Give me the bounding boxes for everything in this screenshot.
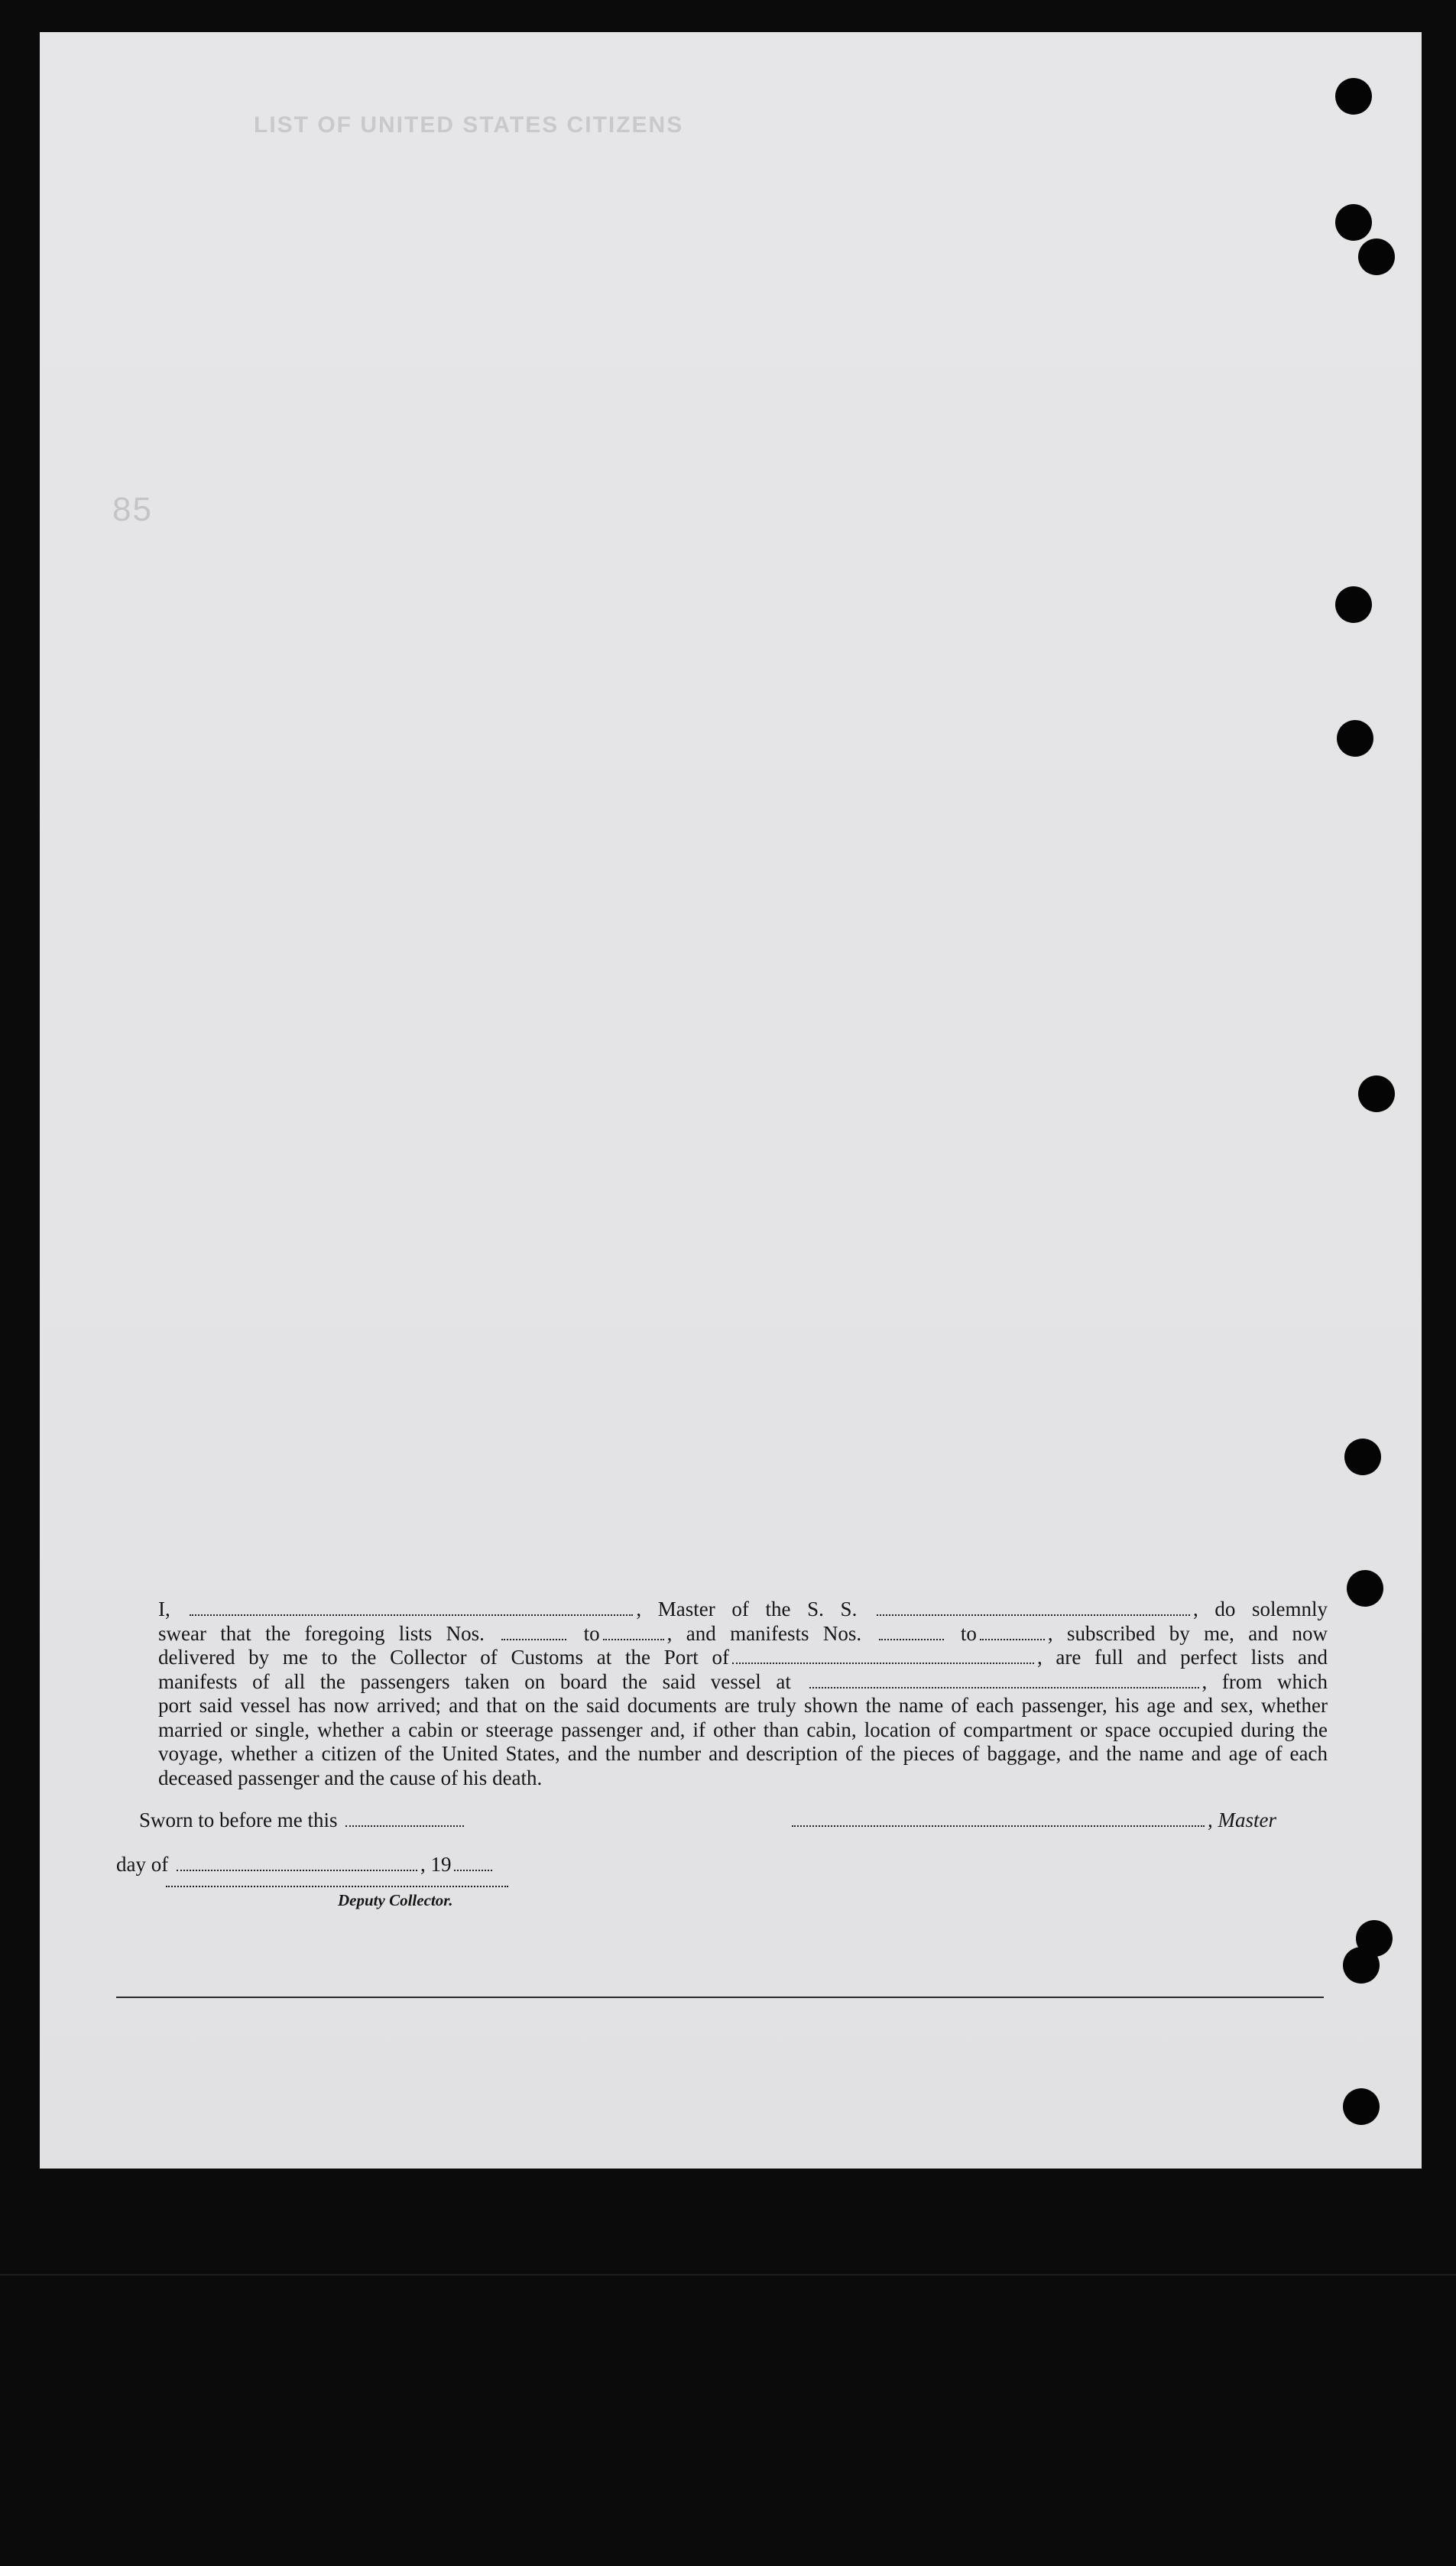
blank-list-from <box>501 1636 566 1640</box>
blank-sworn-day <box>345 1822 464 1827</box>
oath-text: I, <box>158 1598 170 1620</box>
scanner-edge-line <box>0 2274 1456 2276</box>
date-line <box>116 1853 495 1877</box>
oath-line-1 <box>158 1598 1328 1622</box>
sworn-label: Sworn to before me this <box>139 1809 338 1831</box>
blank-year <box>454 1867 492 1871</box>
binder-hole <box>1337 720 1373 757</box>
oath-text: , and manifests Nos. <box>666 1621 862 1645</box>
binder-hole <box>1335 586 1372 623</box>
oath-text: manifests of all the passengers taken on board the said vessel at <box>158 1669 791 1693</box>
oath-text: swear that the foregoing lists Nos. <box>158 1621 485 1645</box>
blank-master-signature <box>792 1822 1205 1827</box>
oath-text: delivered by me to the Collector of Customs at the Port of <box>158 1646 729 1669</box>
sworn-line <box>139 1809 467 1832</box>
blank-month <box>177 1867 417 1871</box>
blank-ship-name <box>877 1611 1190 1616</box>
oath-text: , Master of the S. S. <box>636 1598 858 1620</box>
oath-text: , are full and perfect lists and <box>1036 1646 1328 1669</box>
oath-body: port said vessel has now arrived; and that on the said documents are truly shown the name of each passenger, his age and sex, whether married or single, whether a cabin or steerage passenger and, if other than cabin, location of compartment or space occupied during the voyage, whether a citizen of the United States, and the number and description of the pieces of baggage, and the name and age of each deceased passenger and the cause of his death. <box>158 1694 1328 1789</box>
margin-page-number: 85 <box>112 491 153 528</box>
blank-master-name <box>190 1611 633 1616</box>
binder-hole <box>1358 1075 1395 1112</box>
master-oath-paragraph <box>158 1598 1328 1790</box>
day-of-label: day of <box>116 1853 169 1876</box>
binder-hole <box>1347 1570 1383 1607</box>
blank-manifest-to <box>980 1636 1045 1640</box>
oath-line-4 <box>158 1670 1328 1695</box>
binder-hole <box>1335 78 1372 115</box>
blank-departure-port <box>809 1684 1199 1688</box>
oath-text: , do solemnly <box>1192 1598 1328 1620</box>
binder-hole <box>1358 238 1395 275</box>
oath-text: , subscribed by me, and now <box>1047 1621 1328 1645</box>
bottom-divider <box>116 1997 1324 1998</box>
oath-line-3 <box>158 1646 1328 1670</box>
header-bleed-through: LIST OF UNITED STATES CITIZENS <box>254 112 684 138</box>
year-label: , 19 <box>420 1853 452 1876</box>
blank-port <box>732 1659 1034 1664</box>
blank-list-to <box>603 1636 664 1640</box>
binder-hole <box>1343 1947 1380 1984</box>
oath-text: to <box>583 1621 600 1645</box>
binder-hole <box>1344 1439 1381 1475</box>
blank-manifest-from <box>879 1636 944 1640</box>
deputy-signature-rule <box>166 1886 508 1887</box>
document-page <box>40 32 1422 2169</box>
master-signature-line <box>789 1809 1276 1832</box>
master-label: , Master <box>1208 1809 1276 1831</box>
deputy-collector-label: Deputy Collector. <box>338 1891 453 1909</box>
oath-text: , from which <box>1201 1669 1328 1693</box>
binder-hole <box>1335 204 1372 241</box>
oath-text: to <box>960 1621 977 1645</box>
binder-hole <box>1343 2088 1380 2125</box>
oath-line-2 <box>158 1622 1328 1646</box>
